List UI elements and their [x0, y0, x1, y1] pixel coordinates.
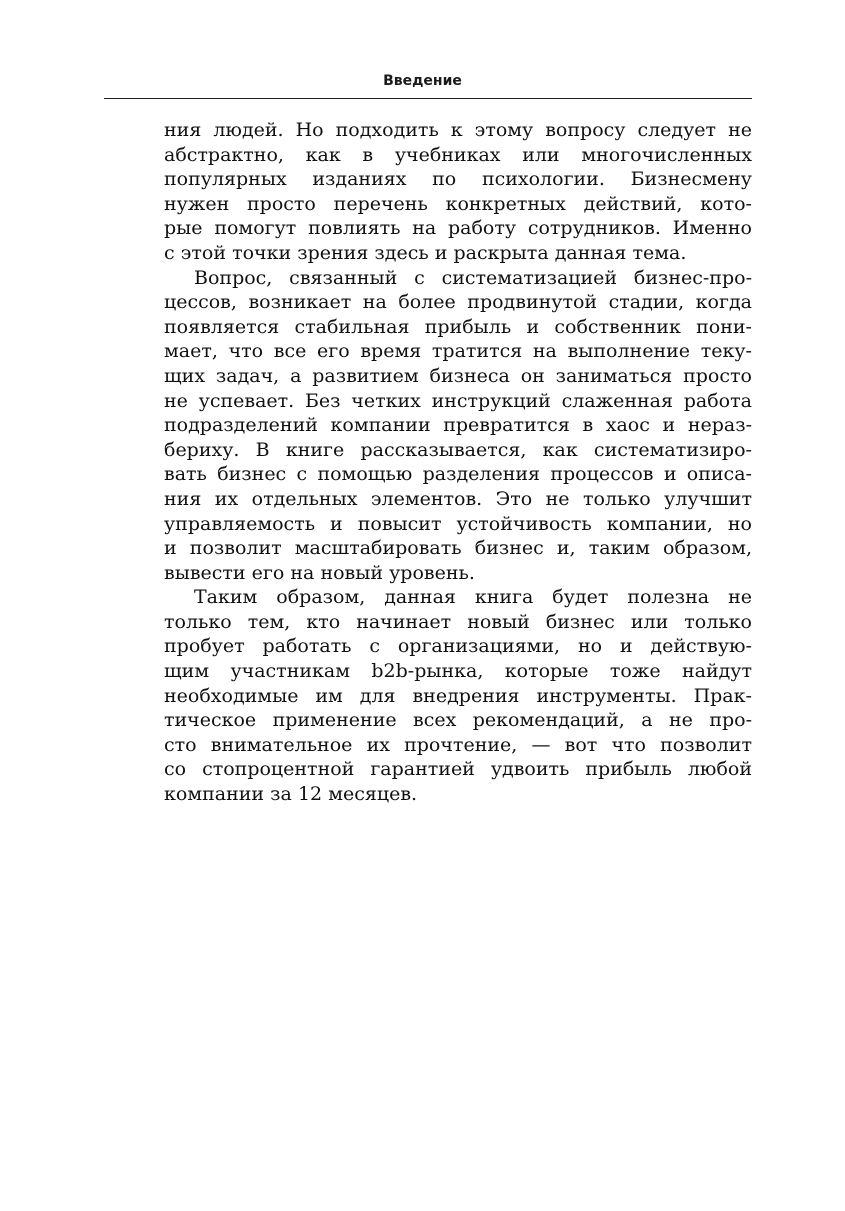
text-line: нужен просто перечень конкретных действий, кото- — [164, 192, 752, 215]
text-line: подразделений компании превратится в хаос и нераз- — [164, 414, 752, 437]
text-line: вывести его на новый уровень. — [164, 561, 475, 584]
text-line: щим участникам b2b-рынка, которые тоже найдут — [164, 660, 752, 683]
text-line: появляется стабильная прибыль и собственник пони- — [164, 315, 752, 338]
text-line: с этой точки зрения здесь и раскрыта данная тема. — [164, 241, 687, 264]
text-line: цессов, возникает на более продвинутой стадии, когда — [164, 291, 752, 314]
paragraph — [164, 118, 752, 266]
text-line: необходимые им для внедрения инструменты. Прак- — [164, 684, 752, 707]
text-line: бериху. В книге рассказывается, как систематизиро- — [164, 438, 752, 461]
running-title: Введение — [383, 73, 462, 89]
text-line: только тем, кто начинает новый бизнес или только — [164, 610, 752, 633]
paragraph — [164, 266, 752, 586]
text-line: мает, что все его время тратится на выполнение теку- — [164, 340, 752, 363]
text-line: Таким образом, данная книга будет полезна не — [194, 586, 752, 609]
header-rule — [104, 98, 752, 99]
text-line: и позволит масштабировать бизнес и, таким образом, — [164, 537, 752, 560]
text-line: щих задач, а развитием бизнеса он заниматься просто — [164, 364, 752, 387]
text-line: популярных изданиях по психологии. Бизнесмену — [164, 168, 752, 191]
body-text — [164, 118, 752, 807]
text-line: компании за 12 месяцев. — [164, 783, 418, 806]
text-line: ния их отдельных элементов. Это не только улучшит — [164, 487, 752, 510]
paragraph — [164, 585, 752, 806]
text-line: абстрактно, как в учебниках или многочисленных — [164, 143, 752, 166]
text-line: рые помогут повлиять на работу сотрудников. Именно — [164, 217, 752, 240]
text-line: не успевает. Без четких инструкций слаженная работа — [164, 389, 752, 412]
text-line: Вопрос, связанный с систематизацией бизнес-про- — [194, 266, 752, 289]
text-line: управляемость и повысит устойчивость компании, но — [164, 512, 752, 535]
text-line: со стопроцентной гарантией удвоить прибыль любой — [164, 758, 752, 781]
text-line: ния людей. Но подходить к этому вопросу следует не — [164, 119, 752, 141]
text-line: тическое применение всех рекомендаций, а не про- — [164, 709, 752, 732]
text-line: сто внимательное их прочтение, — вот что позволит — [164, 733, 752, 756]
text-line: пробует работать с организациями, но и действую- — [164, 635, 752, 658]
text-line: вать бизнес с помощью разделения процессов и описа- — [164, 463, 752, 486]
